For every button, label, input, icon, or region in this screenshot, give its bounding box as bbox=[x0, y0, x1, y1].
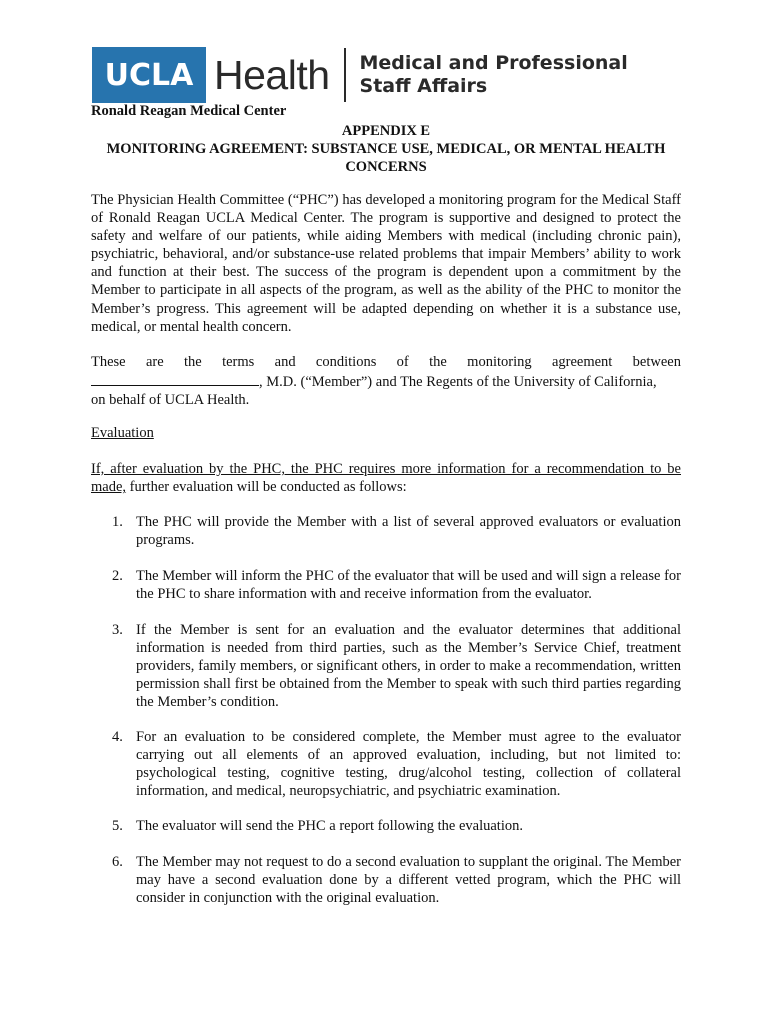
list-item-number: 4. bbox=[112, 729, 123, 745]
member-name-blank[interactable] bbox=[91, 371, 259, 386]
list-item-number: 6. bbox=[112, 854, 123, 870]
list-item-text: If the Member is sent for an evaluation and the evaluator determines that additional information is needed from third parties, such as the Member’s Service Chief, treatment providers, family members, or significant others, in order to make a recommendation, written permission shall first be obtained from the Member to speak with such third parties regarding the Member’s condition. bbox=[136, 622, 681, 711]
evaluation-intro-rest: further evaluation will be conducted as follows: bbox=[126, 479, 407, 496]
health-logo-text: Health bbox=[214, 52, 330, 98]
appendix-label: APPENDIX E bbox=[341, 123, 431, 139]
document-title-line-2: CONCERNS bbox=[345, 159, 427, 175]
department-line-1: Medical and Professional bbox=[359, 52, 628, 74]
list-item-text: The PHC will provide the Member with a list of several approved evaluators or evaluation programs. bbox=[136, 514, 681, 549]
list-item-number: 2. bbox=[112, 568, 123, 584]
terms-line-2 bbox=[91, 371, 681, 391]
ucla-logo-text: UCLA bbox=[104, 57, 194, 93]
ucla-logo-box bbox=[92, 47, 206, 103]
terms-line-1: These are the terms and conditions of the monitoring agreement between bbox=[91, 354, 681, 370]
list-item bbox=[112, 513, 681, 549]
evaluation-intro bbox=[91, 460, 681, 496]
list-item-number: 3. bbox=[112, 622, 123, 638]
list-item-text: The evaluator will send the PHC a report following the evaluation. bbox=[136, 818, 523, 834]
list-item bbox=[112, 567, 681, 603]
department-line-2: Staff Affairs bbox=[359, 75, 488, 97]
list-item-text: For an evaluation to be considered complete, the Member must agree to the evaluator carrying out all elements of an approved evaluation, including, but not limited to: psychological testing, cognitive testing, drug/alcohol testing, collection of collateral information, and medical, neuropsychiatric, and psychiatric examination. bbox=[136, 729, 681, 800]
list-item bbox=[112, 817, 681, 835]
list-item-number: 5. bbox=[112, 818, 123, 834]
list-item-text: The Member will inform the PHC of the evaluator that will be used and will sign a release for the PHC to share information with and receive information from the evaluator. bbox=[136, 568, 681, 603]
intro-paragraph: The Physician Health Committee (“PHC”) has developed a monitoring program for the Medical Staff of Ronald Reagan UCLA Medical Center. The program is supportive and designed to protect the safety and welfare of our patients, while aiding Members with medical (including chronic pain), psychiatric, behavioral, and/or substance-use related problems that impair Members’ ability to work and function at their best. The success of the program is dependent upon a commitment by the Member to participate in all aspects of the program, as well as the ability of the PHC to monitor the Member’s progress. This agreement will be adapted depending on whether it is a substance use, medical, or mental health concern. bbox=[91, 192, 681, 335]
list-item bbox=[112, 728, 681, 800]
document-title-line-1: MONITORING AGREEMENT: SUBSTANCE USE, MEDICAL, OR MENTAL HEALTH bbox=[106, 141, 666, 157]
evaluation-intro-underlined: If, after evaluation by the PHC, the PHC requires more information for a recommendation to be made, bbox=[91, 461, 681, 496]
list-item-number: 1. bbox=[112, 514, 123, 530]
list-item bbox=[112, 621, 681, 711]
department-name bbox=[360, 52, 628, 98]
site-name: Ronald Reagan Medical Center bbox=[91, 103, 287, 119]
terms-line-3: on behalf of UCLA Health. bbox=[91, 392, 250, 409]
terms-paragraph bbox=[91, 353, 681, 409]
logo-divider bbox=[344, 48, 346, 102]
section-title-evaluation: Evaluation bbox=[91, 425, 154, 441]
list-item-text: The Member may not request to do a second evaluation to supplant the original. The Member may have a second evaluation done by a different vetted program, which the PHC will consider in conjunction with the original evaluation. bbox=[136, 854, 681, 907]
ucla-health-logo bbox=[92, 47, 628, 103]
list-item bbox=[112, 853, 681, 907]
terms-after-blank: , M.D. (“Member”) and The Regents of the University of California, bbox=[259, 374, 657, 391]
